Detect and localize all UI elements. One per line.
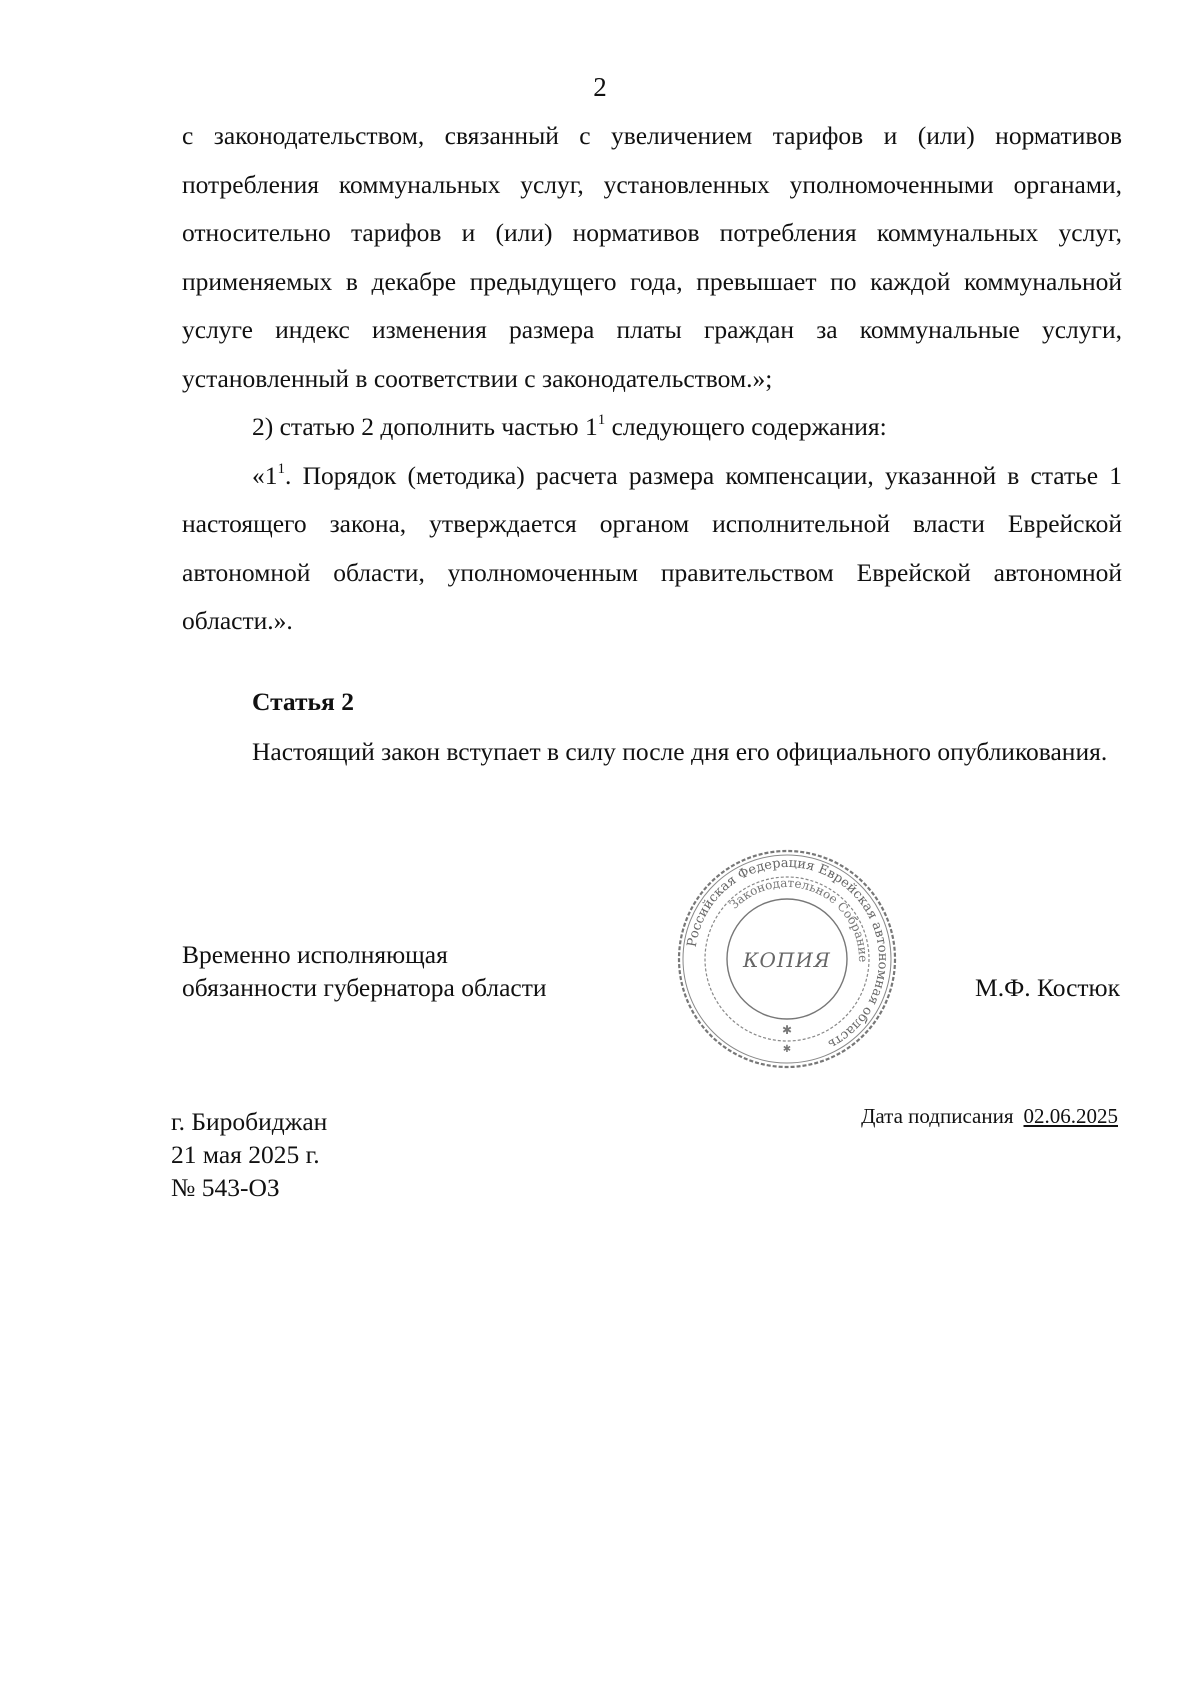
paragraph-new-part-start: «1 [252, 460, 278, 490]
paragraph-compensation-condition: с законодательством, связанный с увеличением тарифов и (или) нормативов потребления коммунальных услуг, установленных уполномоченными органами, относительно тарифов и (или) нормативов потребления коммунальных услуг, применяемых в декабре предыдущего года, превышает по каждой коммунальной услуге индекс изменения размера платы граждан за коммунальные услуги, установленный в соответствии с законодательством.»; [182, 121, 1122, 393]
place-date-number [171, 1105, 327, 1204]
seal-center-copy-label: КОПИЯ [743, 948, 831, 972]
signer-title-line-1: Временно исполняющая [182, 940, 448, 969]
signing-date-line [861, 1104, 1118, 1129]
seal-star-icon-small: ✱ [782, 1044, 792, 1055]
superscript-index: 1 [277, 460, 285, 477]
law-date: 21 мая 2025 г. [171, 1140, 320, 1169]
official-seal-stamp [676, 848, 898, 1070]
seal-inner-text: Законодательное Собрание [726, 875, 871, 963]
paragraph-new-part [182, 452, 1122, 646]
article-2-body [182, 728, 1122, 776]
document-body [182, 112, 1122, 646]
paragraph-amendment-item-2 [182, 403, 1122, 452]
article-2-heading: Статья 2 [252, 687, 354, 716]
signing-date-label: Дата подписания [861, 1104, 1014, 1128]
law-number: № 543-ОЗ [171, 1173, 280, 1202]
paragraph-amendment-text-end: следующего содержания: [605, 412, 887, 441]
signing-date-value: 02.06.2025 [1023, 1104, 1118, 1128]
page-number: 2 [593, 72, 607, 102]
article-2-text: Настоящий закон вступает в силу после дня его официального опубликования. [252, 737, 1108, 766]
signer-name: М.Ф. Костюк [975, 973, 1120, 1002]
signer-title [182, 938, 547, 1004]
paragraph-new-part-text: . Порядок (методика) расчета размера компенсации, указанной в статье 1 настоящего закона, утверждается органом исполнительной власти Еврейской автономной области, уполномоченным правительством Еврейской автономной области.». [182, 460, 1122, 635]
seal-star-icon: ✱ [781, 1023, 793, 1037]
seal-outer-text: Российская Федерация Еврейская автономная область [684, 855, 891, 1052]
superscript-index: 1 [597, 412, 606, 428]
signer-title-line-2: обязанности губернатора области [182, 973, 547, 1002]
city: г. Биробиджан [171, 1107, 328, 1136]
paragraph-amendment-text: 2) статью 2 дополнить частью 1 [252, 412, 598, 441]
